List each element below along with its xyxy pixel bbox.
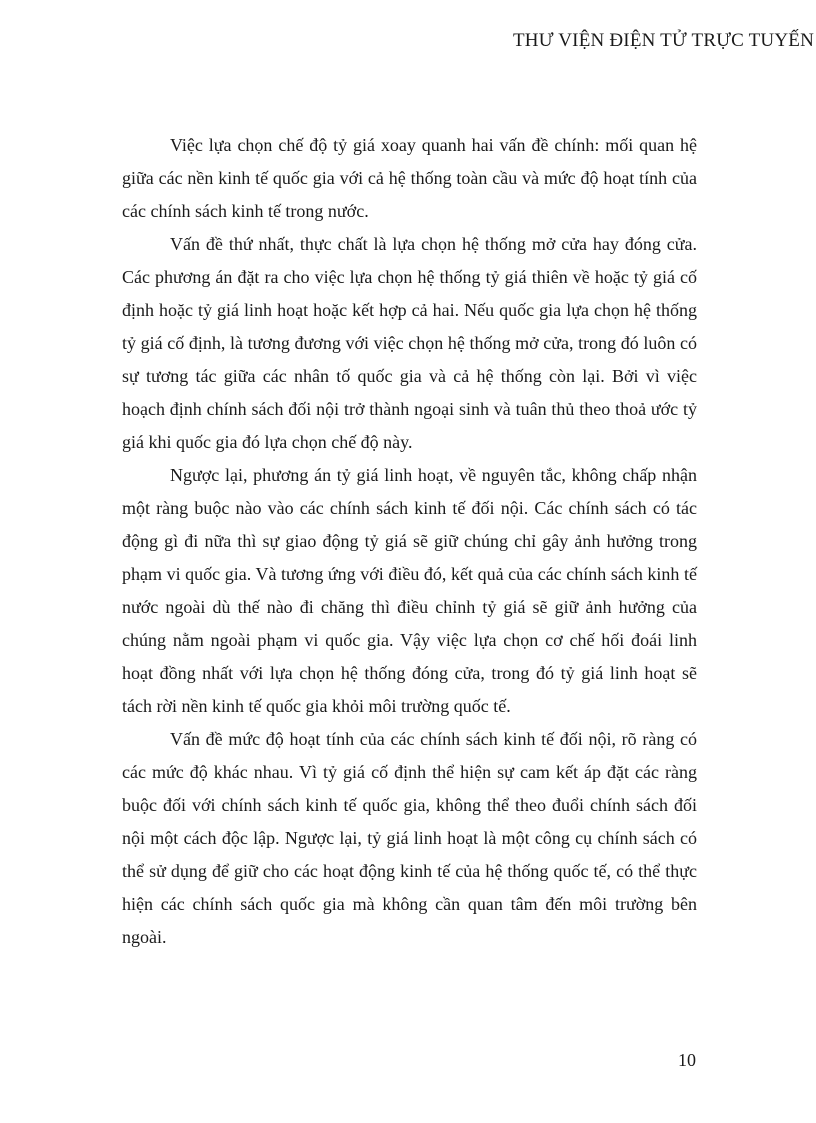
paragraph: Việc lựa chọn chế độ tỷ giá xoay quanh hai vấn đề chính: mối quan hệ giữa các nền kinh tế quốc gia với cả hệ thống toàn cầu và mức độ hoạt tính của các chính sách kinh tế trong nước.: [122, 135, 697, 221]
paragraph: Ngược lại, phương án tỷ giá linh hoạt, về nguyên tắc, không chấp nhận một ràng buộc nào vào các chính sách kinh tế đối nội. Các chính sách có tác động gì đi nữa thì sự giao động tỷ giá sẽ giữ chúng chỉ gây ảnh hưởng trong phạm vi quốc gia. Và tương ứng với điều đó, kết quả của các chính sách kinh tế nước ngoài dù thế nào đi chăng thì điều chỉnh tỷ giá sẽ giữ ảnh hưởng của chúng nằm ngoài phạm vi quốc gia. Vậy việc lựa chọn cơ chế hối đoái linh hoạt đồng nhất với lựa chọn hệ thống đóng cửa, trong đó tỷ giá linh hoạt sẽ tách rời nền kinh tế quốc gia khỏi môi trường quốc tế.: [122, 465, 697, 716]
running-header: THƯ VIỆN ĐIỆN TỬ TRỰC TUYẾN: [512, 30, 814, 51]
body-text: [122, 129, 697, 954]
page-number: 10: [678, 1050, 696, 1070]
paragraph: Vấn đề mức độ hoạt tính của các chính sách kinh tế đối nội, rõ ràng có các mức độ khác nhau. Vì tỷ giá cố định thể hiện sự cam kết áp đặt các ràng buộc đối với chính sách kinh tế quốc gia, không thể theo đuổi chính sách đối nội một cách độc lập. Ngược lại, tỷ giá linh hoạt là một công cụ chính sách có thể sử dụng để giữ cho các hoạt động kinh tế của hệ thống quốc tế, có thể thực hiện các chính sách quốc gia mà không cần quan tâm đến môi trường bên ngoài.: [122, 729, 697, 947]
paragraph: Vấn đề thứ nhất, thực chất là lựa chọn hệ thống mở cửa hay đóng cửa. Các phương án đặt ra cho việc lựa chọn hệ thống tỷ giá thiên về hoặc tỷ giá cố định hoặc tỷ giá linh hoạt hoặc kết hợp cả hai. Nếu quốc gia lựa chọn hệ thống tỷ giá cố định, là tương đương với việc chọn hệ thống mở cửa, trong đó luôn có sự tương tác giữa các nhân tố quốc gia và cả hệ thống còn lại. Bởi vì việc hoạch định chính sách đối nội trở thành ngoại sinh và tuân thủ theo thoả ước tỷ giá khi quốc gia đó lựa chọn chế độ này.: [122, 234, 697, 452]
